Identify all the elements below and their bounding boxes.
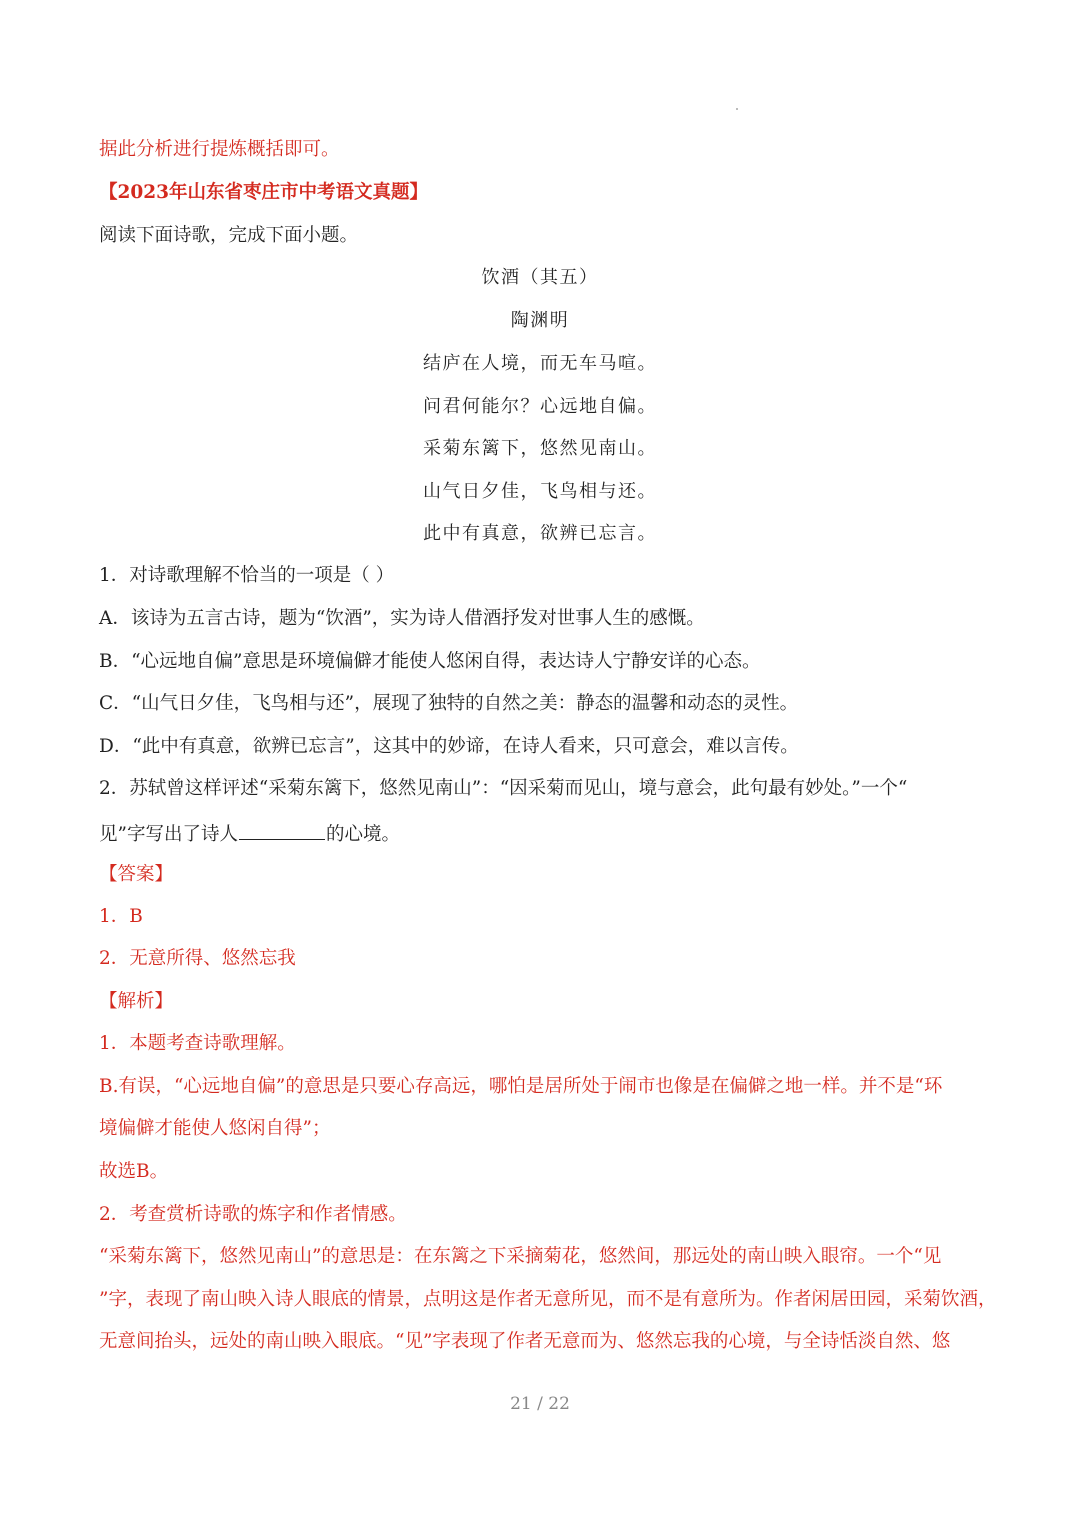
- analysis-line: 境偏僻才能使人悠闲自得”；: [99, 1118, 331, 1139]
- analysis-heading: 【解析】: [99, 991, 174, 1012]
- question-1-option-b: B．“心远地自偏”意思是环境偏僻才能使人悠闲自得，表达诗人宁静安详的心态。: [99, 651, 761, 672]
- question-1-option-c: C．“山气日夕佳，飞鸟相与还”，展现了独特的自然之美：静态的温馨和动态的灵性。: [99, 693, 799, 714]
- poem-line: 山气日夕佳，飞鸟相与还。: [423, 481, 657, 502]
- source-heading: 【2023年山东省枣庄市中考语文真题】: [99, 182, 428, 203]
- question-1-option-d: D．“此中有真意，欲辨已忘言”，这其中的妙谛，在诗人看来，只可意会，难以言传。: [99, 736, 799, 757]
- analysis-line: 1．本题考查诗歌理解。: [99, 1033, 296, 1054]
- analysis-line: 2．考查赏析诗歌的炼字和作者情感。: [99, 1204, 407, 1225]
- question-2-line-1: 2．苏轼曾这样评述“采菊东篱下，悠然见南山”：“因采菊而见山，境与意会，此句最有妙处。”一个“: [99, 778, 908, 799]
- poem-line: 此中有真意，欲辨已忘言。: [423, 523, 657, 544]
- instruction: 阅读下面诗歌，完成下面小题。: [99, 225, 359, 246]
- answer-2: 2．无意所得、悠然忘我: [99, 948, 296, 969]
- analysis-line: B.有误，“心远地自偏”的意思是只要心存高远，哪怕是居所处于闹市也像是在偏僻之地一样。并不是“环: [99, 1076, 943, 1097]
- question-2-text-before-blank: 见”字写出了诗人: [99, 824, 238, 845]
- scan-speck: [736, 108, 738, 110]
- analysis-line: “采菊东篱下，悠然见南山”的意思是：在东篱之下采摘菊花，悠然间，那远处的南山映入眼帘。一个“见: [99, 1246, 942, 1267]
- analysis-line: 无意间抬头，远处的南山映入眼底。“见”字表现了作者无意而为、悠然忘我的心境，与全诗恬淡自然、悠: [99, 1331, 951, 1352]
- poem-title: 饮酒（其五）: [481, 267, 599, 288]
- intro-tail: 据此分析进行提炼概括即可。: [99, 139, 340, 160]
- question-2-text-after-blank: 的心境。: [325, 824, 400, 845]
- poem-line: 结庐在人境，而无车马喧。: [423, 353, 657, 374]
- analysis-line: ”字，表现了南山映入诗人眼底的情景，点明这是作者无意所见，而不是有意所为。作者闲居田园，采菊饮酒，: [99, 1289, 997, 1310]
- poem-line: 采菊东篱下，悠然见南山。: [423, 438, 657, 459]
- question-1-stem: 1．对诗歌理解不恰当的一项是（ ）: [99, 565, 395, 586]
- page-number: 21 / 22: [510, 1394, 570, 1414]
- answer-1: 1．B: [99, 906, 143, 927]
- question-1-option-a: A．该诗为五言古诗，题为“饮酒”，实为诗人借酒抒发对世事人生的感慨。: [99, 608, 705, 629]
- answer-heading: 【答案】: [99, 864, 174, 885]
- analysis-line: 故选B。: [99, 1161, 169, 1182]
- answer-blank: [239, 819, 325, 840]
- poem-author: 陶渊明: [510, 310, 570, 331]
- question-2-line-2: [99, 819, 1000, 848]
- poem-line: 问君何能尔？心远地自偏。: [423, 396, 657, 417]
